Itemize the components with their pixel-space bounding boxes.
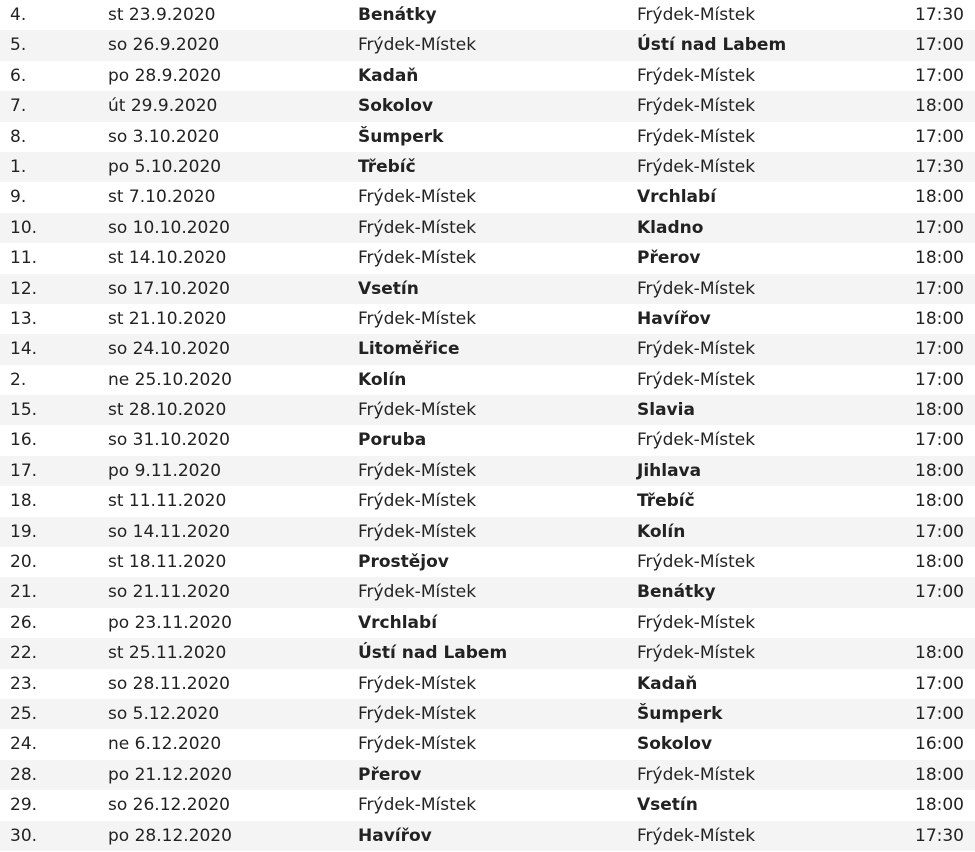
- match-date: st 25.11.2020: [108, 643, 227, 664]
- match-date: po 28.12.2020: [108, 825, 232, 846]
- round-number: 25.: [10, 703, 38, 724]
- match-time: 17:00: [915, 339, 964, 360]
- match-time: 18:00: [915, 460, 964, 481]
- match-date: po 21.12.2020: [108, 764, 232, 785]
- home-team: Sokolov: [358, 96, 434, 117]
- away-team: Frýdek-Místek: [637, 764, 756, 785]
- away-team: Přerov: [637, 248, 701, 269]
- match-date: so 31.10.2020: [108, 430, 230, 451]
- round-number: 18.: [10, 491, 38, 512]
- away-team: Frýdek-Místek: [637, 825, 756, 846]
- table-row: [0, 30, 975, 60]
- home-team: Třebíč: [358, 156, 416, 177]
- match-time: 17:30: [915, 5, 964, 25]
- round-number: 8.: [10, 126, 27, 147]
- table-row: [0, 152, 975, 182]
- home-team: Havířov: [358, 825, 432, 846]
- away-team: Frýdek-Místek: [637, 612, 756, 633]
- match-date: po 28.9.2020: [108, 65, 222, 86]
- table-row: [0, 699, 975, 729]
- match-time: 18:00: [915, 248, 964, 269]
- away-team: Třebíč: [637, 491, 695, 512]
- match-time: 17:00: [915, 369, 964, 390]
- match-time: 17:00: [915, 217, 964, 238]
- match-time: 18:00: [915, 308, 964, 329]
- table-row: [0, 577, 975, 607]
- round-number: 4.: [10, 5, 27, 25]
- away-team: Frýdek-Místek: [637, 643, 756, 664]
- match-time: 17:00: [915, 521, 964, 542]
- away-team: Vrchlabí: [637, 187, 717, 208]
- match-time: 18:00: [915, 400, 964, 421]
- match-date: so 17.10.2020: [108, 278, 230, 299]
- round-number: 23.: [10, 673, 38, 694]
- table-row: [0, 91, 975, 121]
- away-team: Havířov: [637, 308, 711, 329]
- away-team: Frýdek-Místek: [637, 369, 756, 390]
- match-time: 17:00: [915, 582, 964, 603]
- match-time: 17:00: [915, 278, 964, 299]
- match-date: st 18.11.2020: [108, 552, 227, 573]
- match-date: so 24.10.2020: [108, 339, 230, 360]
- table-row: [0, 638, 975, 668]
- match-time: 17:30: [915, 825, 964, 846]
- match-date: po 23.11.2020: [108, 612, 232, 633]
- round-number: 16.: [10, 430, 38, 451]
- home-team: Frýdek-Místek: [358, 308, 477, 329]
- round-number: 6.: [10, 65, 27, 86]
- table-row: [0, 334, 975, 364]
- match-date: so 21.11.2020: [108, 582, 230, 603]
- match-date: po 9.11.2020: [108, 460, 222, 481]
- match-time: 18:00: [915, 96, 964, 117]
- match-time: 18:00: [915, 643, 964, 664]
- round-number: 24.: [10, 734, 38, 755]
- match-date: so 3.10.2020: [108, 126, 220, 147]
- home-team: Kadaň: [358, 65, 419, 86]
- match-time: 18:00: [915, 491, 964, 512]
- match-time: 18:00: [915, 795, 964, 816]
- round-number: 26.: [10, 612, 38, 633]
- home-team: Frýdek-Místek: [358, 187, 477, 208]
- match-date: ne 25.10.2020: [108, 369, 232, 390]
- away-team: Kolín: [637, 521, 686, 542]
- table-row: [0, 486, 975, 516]
- round-number: 21.: [10, 582, 38, 603]
- home-team: Frýdek-Místek: [358, 582, 477, 603]
- table-row: [0, 517, 975, 547]
- table-row: [0, 608, 975, 638]
- home-team: Frýdek-Místek: [358, 795, 477, 816]
- home-team: Vrchlabí: [358, 612, 438, 633]
- home-team: Kolín: [358, 369, 407, 390]
- match-date: st 14.10.2020: [108, 248, 227, 269]
- away-team: Frýdek-Místek: [637, 126, 756, 147]
- match-date: ne 6.12.2020: [108, 734, 222, 755]
- round-number: 15.: [10, 400, 38, 421]
- match-time: 17:00: [915, 703, 964, 724]
- away-team: Frýdek-Místek: [637, 552, 756, 573]
- home-team: Frýdek-Místek: [358, 248, 477, 269]
- match-time: 16:00: [915, 734, 964, 755]
- table-row: [0, 213, 975, 243]
- home-team: Frýdek-Místek: [358, 460, 477, 481]
- match-date: st 23.9.2020: [108, 5, 216, 25]
- table-row: [0, 395, 975, 425]
- home-team: Frýdek-Místek: [358, 217, 477, 238]
- round-number: 12.: [10, 278, 38, 299]
- match-date: so 26.12.2020: [108, 795, 230, 816]
- away-team: Benátky: [637, 582, 716, 603]
- table-row: [0, 729, 975, 759]
- round-number: 1.: [10, 156, 27, 177]
- match-date: st 7.10.2020: [108, 187, 216, 208]
- round-number: 30.: [10, 825, 38, 846]
- match-date: so 26.9.2020: [108, 35, 220, 56]
- round-number: 13.: [10, 308, 38, 329]
- away-team: Jihlava: [637, 460, 702, 481]
- match-time: 17:00: [915, 65, 964, 86]
- away-team: Frýdek-Místek: [637, 96, 756, 117]
- round-number: 2.: [10, 369, 27, 390]
- home-team: Vsetín: [358, 278, 419, 299]
- home-team: Frýdek-Místek: [358, 521, 477, 542]
- match-date: so 28.11.2020: [108, 673, 230, 694]
- away-team: Frýdek-Místek: [637, 339, 756, 360]
- away-team: Kadaň: [637, 673, 698, 694]
- home-team: Frýdek-Místek: [358, 491, 477, 512]
- away-team: Sokolov: [637, 734, 713, 755]
- table-row: [0, 547, 975, 577]
- table-row: [0, 365, 975, 395]
- table-row: [0, 0, 975, 30]
- match-time: 17:00: [915, 673, 964, 694]
- match-date: so 5.12.2020: [108, 703, 220, 724]
- home-team: Litoměřice: [358, 339, 460, 360]
- match-time: 17:00: [915, 126, 964, 147]
- home-team: Benátky: [358, 5, 437, 25]
- match-time: 18:00: [915, 552, 964, 573]
- round-number: 5.: [10, 35, 27, 56]
- home-team: Přerov: [358, 764, 422, 785]
- match-date: so 14.11.2020: [108, 521, 230, 542]
- match-date: so 10.10.2020: [108, 217, 230, 238]
- table-row: [0, 274, 975, 304]
- round-number: 9.: [10, 187, 27, 208]
- round-number: 29.: [10, 795, 38, 816]
- home-team: Frýdek-Místek: [358, 673, 477, 694]
- match-date: st 28.10.2020: [108, 400, 227, 421]
- match-date: st 21.10.2020: [108, 308, 227, 329]
- table-row: [0, 760, 975, 790]
- away-team: Vsetín: [637, 795, 698, 816]
- match-time: 17:00: [915, 35, 964, 56]
- table-row: [0, 425, 975, 455]
- home-team: Šumperk: [358, 126, 444, 147]
- home-team: Frýdek-Místek: [358, 400, 477, 421]
- match-date: po 5.10.2020: [108, 156, 222, 177]
- round-number: 28.: [10, 764, 38, 785]
- table-row: [0, 243, 975, 273]
- round-number: 19.: [10, 521, 38, 542]
- table-row: [0, 669, 975, 699]
- round-number: 11.: [10, 248, 38, 269]
- home-team: Frýdek-Místek: [358, 734, 477, 755]
- home-team: Frýdek-Místek: [358, 35, 477, 56]
- away-team: Slavia: [637, 400, 695, 421]
- round-number: 14.: [10, 339, 38, 360]
- table-row: [0, 122, 975, 152]
- away-team: Frýdek-Místek: [637, 156, 756, 177]
- round-number: 10.: [10, 217, 38, 238]
- round-number: 17.: [10, 460, 38, 481]
- round-number: 20.: [10, 552, 38, 573]
- home-team: Ústí nad Labem: [358, 643, 508, 664]
- match-time: 18:00: [915, 187, 964, 208]
- away-team: Ústí nad Labem: [637, 35, 787, 56]
- match-date: út 29.9.2020: [108, 96, 218, 117]
- away-team: Frýdek-Místek: [637, 278, 756, 299]
- table-row: [0, 790, 975, 820]
- home-team: Prostějov: [358, 552, 449, 573]
- away-team: Frýdek-Místek: [637, 5, 756, 25]
- table-row: [0, 182, 975, 212]
- table-row: [0, 304, 975, 334]
- away-team: Šumperk: [637, 703, 723, 724]
- table-row: [0, 61, 975, 91]
- away-team: Kladno: [637, 217, 704, 238]
- match-time: 17:30: [915, 156, 964, 177]
- match-time: 17:00: [915, 430, 964, 451]
- away-team: Frýdek-Místek: [637, 430, 756, 451]
- match-time: 18:00: [915, 764, 964, 785]
- home-team: Frýdek-Místek: [358, 703, 477, 724]
- away-team: Frýdek-Místek: [637, 65, 756, 86]
- home-team: Poruba: [358, 430, 427, 451]
- match-date: st 11.11.2020: [108, 491, 227, 512]
- table-row: [0, 456, 975, 486]
- round-number: 7.: [10, 96, 27, 117]
- round-number: 22.: [10, 643, 38, 664]
- table-row: [0, 821, 975, 851]
